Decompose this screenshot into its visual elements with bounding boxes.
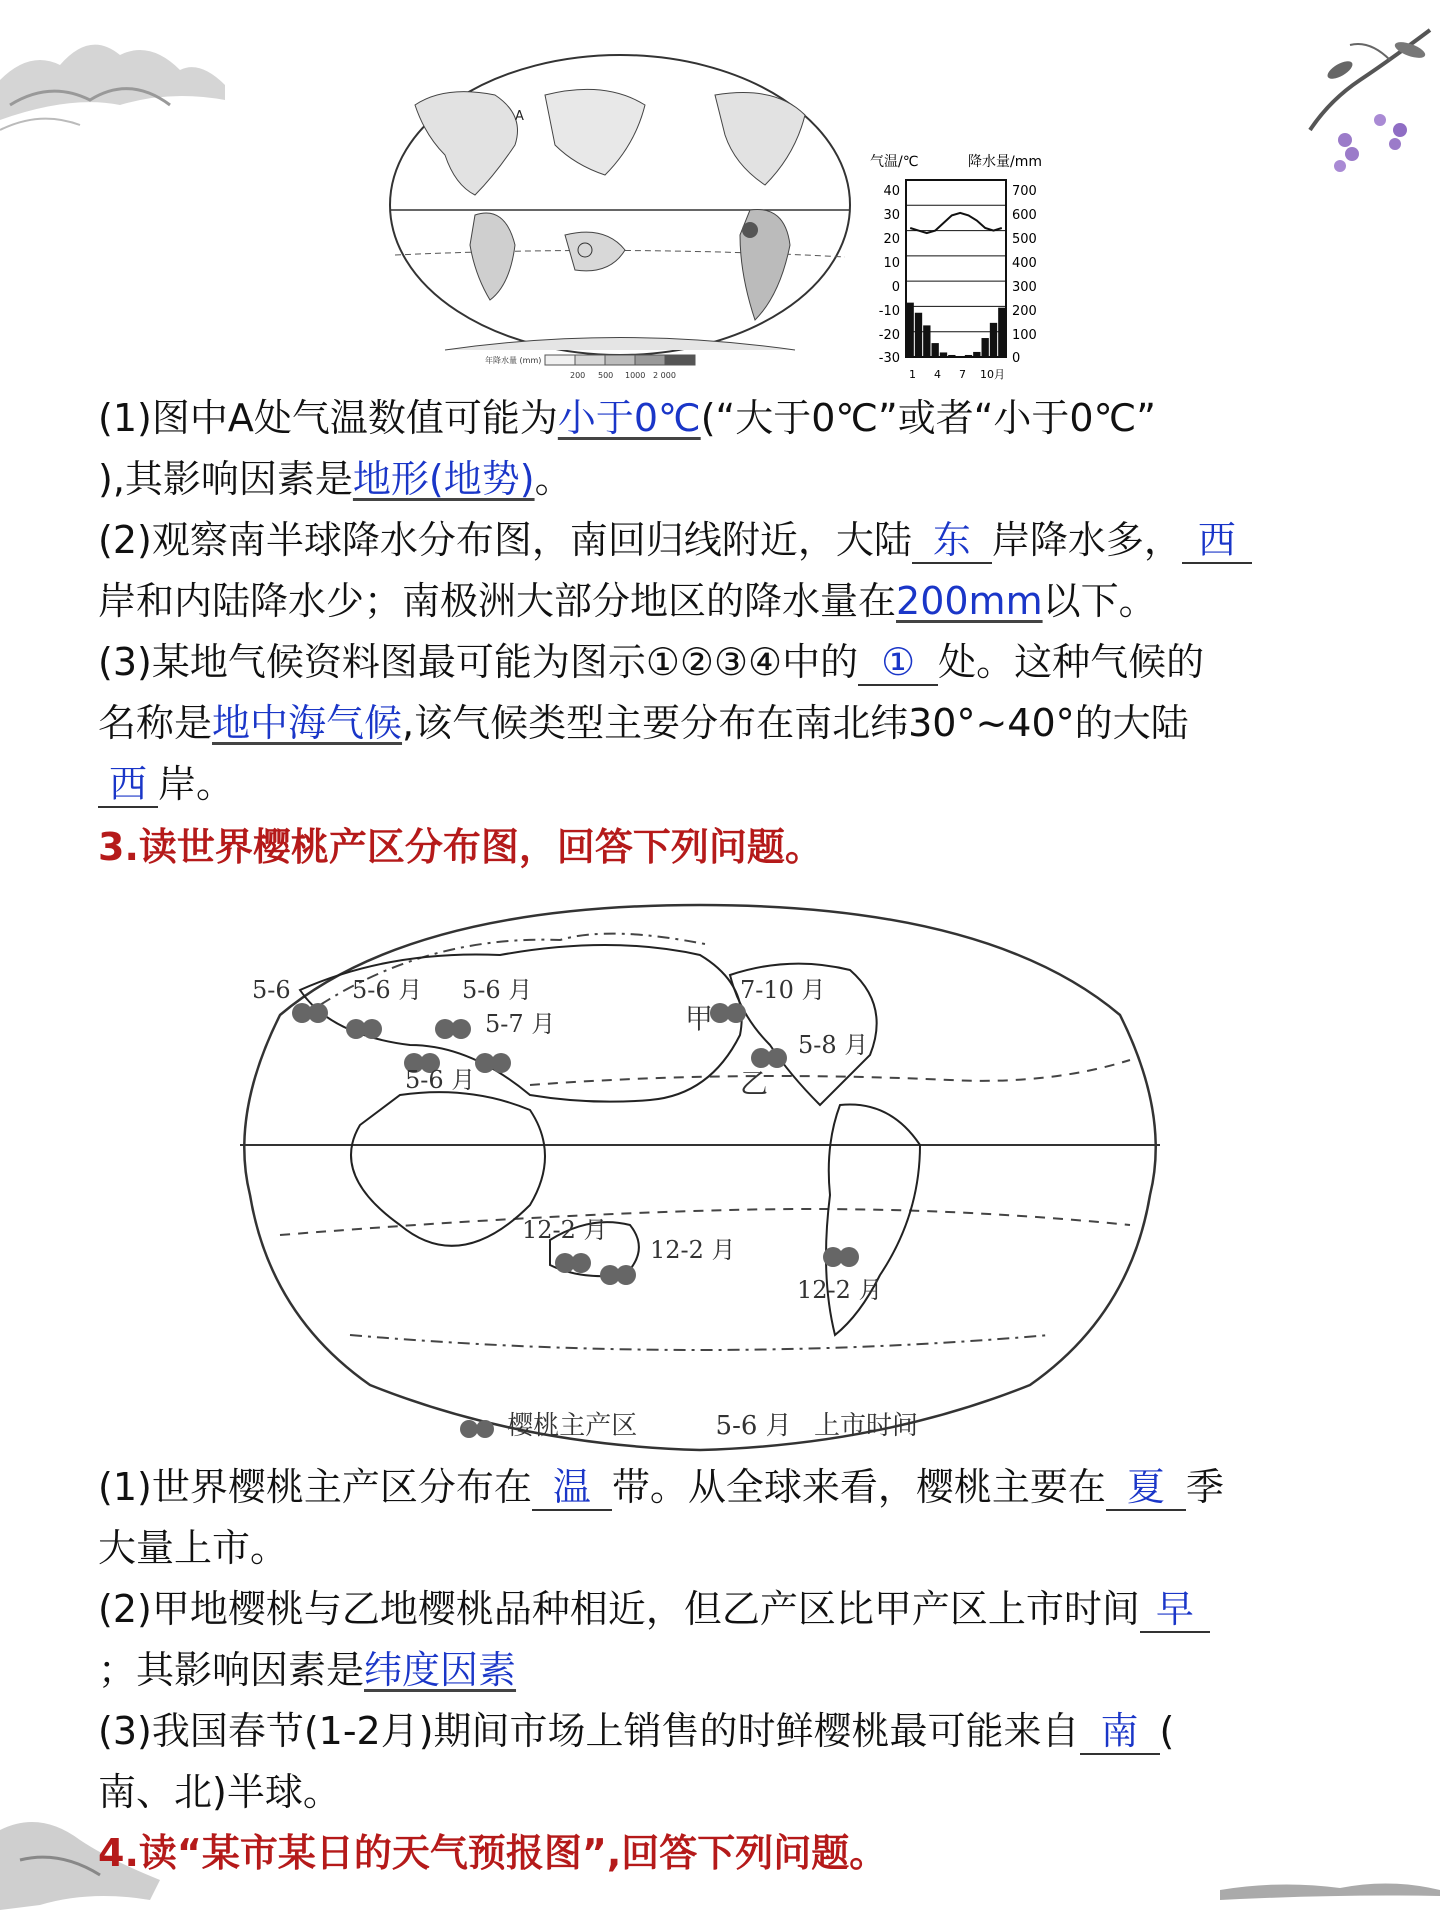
q2-p2-answer-west: 西 — [1182, 518, 1252, 564]
climo-precip-bar — [923, 325, 930, 357]
marker-1 — [742, 222, 758, 238]
precip-legend-title: 年降水量 (mm) — [485, 356, 542, 365]
q3-p2-answer-factor: 纬度因素 — [364, 1648, 517, 1692]
climo-left-tick: -20 — [878, 328, 900, 343]
climo-precip-bar — [982, 338, 989, 357]
q3-part2-line2 — [98, 1640, 1353, 1701]
cherry-time-label: 12-2 月 — [522, 1216, 608, 1244]
q4-title: 4.读“某市某日的天气预报图”,回答下列问题。 — [98, 1831, 888, 1875]
q2-p3-text: 处。这种气候的 — [938, 640, 1205, 684]
q2-p2-text: 岸降水多， — [991, 518, 1182, 562]
legend-value: 2 000 — [653, 371, 676, 380]
q2-p1-text: (“大于0℃”或者“小于0℃” — [700, 396, 1156, 440]
q3-p1-text: 季 — [1185, 1465, 1224, 1509]
q3-title: 3.读世界樱桃产区分布图，回答下列问题。 — [98, 825, 823, 869]
q2-p3-text: 名称是 — [98, 701, 213, 745]
q2-p2-text: 以下。 — [1042, 579, 1157, 623]
climo-right-tick: 200 — [1012, 304, 1037, 319]
cherry-legend-icon — [455, 1416, 499, 1438]
ink-mountain-decoration — [0, 10, 230, 160]
legend-value: 500 — [598, 371, 614, 380]
climo-x-tick: 7 — [959, 368, 966, 381]
climo-left-tick: 10 — [883, 256, 900, 271]
location-jia-label: 甲 — [685, 1002, 714, 1035]
q3-p3-answer-hemisphere: 南 — [1080, 1709, 1160, 1755]
q3-p2-answer-early: 早 — [1140, 1587, 1210, 1633]
q2-part2-line2 — [98, 571, 1353, 632]
climo-right-tick: 600 — [1012, 208, 1037, 223]
q2-p1-text: (1)图中A处气温数值可能为 — [98, 396, 558, 440]
climo-precip-bar — [973, 352, 980, 357]
q2-p2-text: 岸和内陆降水少；南极洲大部分地区的降水量在 — [98, 579, 897, 623]
q3-p2-text: (2)甲地樱桃与乙地樱桃品种相近，但乙产区比甲产区上市时间 — [98, 1587, 1140, 1631]
q3-p1-text: 带。从全球来看，樱桃主要在 — [611, 1465, 1106, 1509]
q2-part1-line1 — [98, 388, 1353, 449]
q3-p1-answer-season: 夏 — [1106, 1465, 1186, 1511]
climo-precip-bar — [957, 356, 964, 357]
climo-left-tick: 0 — [891, 280, 900, 295]
q2-p1-answer-temp: 小于0℃ — [557, 396, 701, 440]
climo-precip-bar — [948, 355, 955, 357]
climo-temp-line — [910, 213, 1002, 233]
q2-p3-answer-climate: 地中海气候 — [212, 701, 403, 745]
cherry-map-legend — [455, 1405, 918, 1442]
label-a: A — [515, 109, 524, 124]
q3-p1-text: 大量上市。 — [98, 1526, 289, 1570]
q3-part3-line1 — [98, 1701, 1353, 1762]
legend-value: 200 — [570, 371, 586, 380]
q2-p3-answer-location: ① — [858, 640, 938, 686]
climo-precip-bar — [907, 303, 914, 357]
q2-p2-answer-east: 东 — [912, 518, 992, 564]
q2-part2-line1 — [98, 510, 1353, 571]
q3-part1-line2 — [98, 1518, 1353, 1579]
climo-precip-bar — [915, 313, 922, 357]
q3-part3-line2 — [98, 1762, 1353, 1823]
q2-p1-answer-factor: 地形(地势) — [352, 457, 535, 501]
cherry-time-label: 5-6 月 — [352, 976, 423, 1004]
q3-part1-line1 — [98, 1457, 1353, 1518]
climo-precip-bar — [932, 343, 939, 357]
climo-precip-bar — [998, 308, 1005, 357]
cherry-time-label: 5-8 月 — [798, 1031, 869, 1059]
cherry-time-label: 5-6 月 — [405, 1066, 476, 1094]
q3-p3-text: ( — [1159, 1709, 1175, 1753]
climo-right-axis-label: 降水量/mm — [968, 154, 1042, 170]
cherry-time-label: 5-7 月 — [485, 1010, 556, 1038]
climo-precip-bars — [907, 303, 1006, 357]
climo-left-tick: -30 — [878, 351, 900, 366]
q2-part3-line1 — [98, 632, 1353, 693]
q2-p3-text: 岸。 — [158, 762, 235, 806]
cherry-time-label: 7-10 月 — [740, 976, 826, 1004]
q3-p1-text: (1)世界樱桃主产区分布在 — [98, 1465, 532, 1509]
climo-right-tick: 400 — [1012, 256, 1037, 271]
climo-right-tick: 100 — [1012, 328, 1037, 343]
climo-x-tick: 10月 — [980, 368, 1005, 381]
q2-part3-line3 — [98, 754, 1353, 815]
q3-p2-text: ；其影响因素是 — [98, 1648, 365, 1692]
q2-p1-text: ),其影响因素是 — [98, 457, 353, 501]
q2-p1-text: 。 — [534, 457, 573, 501]
cherry-time-label: 12-2 月 — [797, 1276, 883, 1304]
location-yi-label: 乙 — [740, 1067, 769, 1100]
q2-p3-text: (3)某地气候资料图最可能为图示①②③④中的 — [98, 640, 859, 684]
cherry-time-label: 5-6 月 — [462, 976, 533, 1004]
climo-right-tick: 300 — [1012, 280, 1037, 295]
q2-p2-text: (2)观察南半球降水分布图，南回归线附近，大陆 — [98, 518, 912, 562]
climo-right-tick: 700 — [1012, 184, 1037, 199]
landmass-antarctica — [445, 338, 795, 351]
climo-left-tick: 20 — [883, 232, 900, 247]
climo-precip-bar — [940, 352, 947, 357]
q2-p3-text: ,该气候类型主要分布在南北纬30°~40°的大陆 — [402, 701, 1189, 745]
q3-p1-answer-zone: 温 — [532, 1465, 612, 1511]
world-precipitation-map — [385, 45, 855, 385]
wisteria-branch-decoration — [1270, 20, 1440, 190]
cherry-time-label: 5-6 — [252, 976, 291, 1004]
climo-left-tick: 30 — [883, 208, 900, 223]
climo-left-tick: -10 — [878, 304, 900, 319]
climo-left-tick: 40 — [883, 184, 900, 199]
q2-part3-line2 — [98, 693, 1353, 754]
q3-p3-text: 南、北)半球。 — [98, 1770, 341, 1814]
q3-p3-text: (3)我国春节(1-2月)期间市场上销售的时鲜樱桃最可能来自 — [98, 1709, 1080, 1753]
q2-p2-answer-200mm: 200mm — [896, 579, 1043, 623]
climo-right-tick: 0 — [1012, 351, 1021, 366]
climo-precip-bar — [965, 355, 972, 357]
climo-right-tick: 500 — [1012, 232, 1037, 247]
q2-part1-line2 — [98, 449, 1353, 510]
climograph-chart — [868, 150, 1068, 390]
legend-time-example: 5-6 月 — [715, 1411, 792, 1441]
q2-p3-answer-west-coast: 西 — [98, 762, 158, 808]
climo-precip-bar — [990, 323, 997, 357]
legend-time-label: 上市时间 — [813, 1411, 918, 1441]
q3-part2-line1 — [98, 1579, 1353, 1640]
climo-left-axis-label: 气温/℃ — [870, 154, 919, 170]
legend-icon-label: 樱桃主产区 — [507, 1411, 638, 1441]
world-cherry-map — [230, 895, 1170, 1465]
cherry-time-label: 12-2 月 — [650, 1236, 736, 1264]
legend-value: 1000 — [625, 371, 646, 380]
climo-x-tick: 4 — [934, 368, 941, 381]
climo-x-tick: 1 — [909, 368, 916, 381]
